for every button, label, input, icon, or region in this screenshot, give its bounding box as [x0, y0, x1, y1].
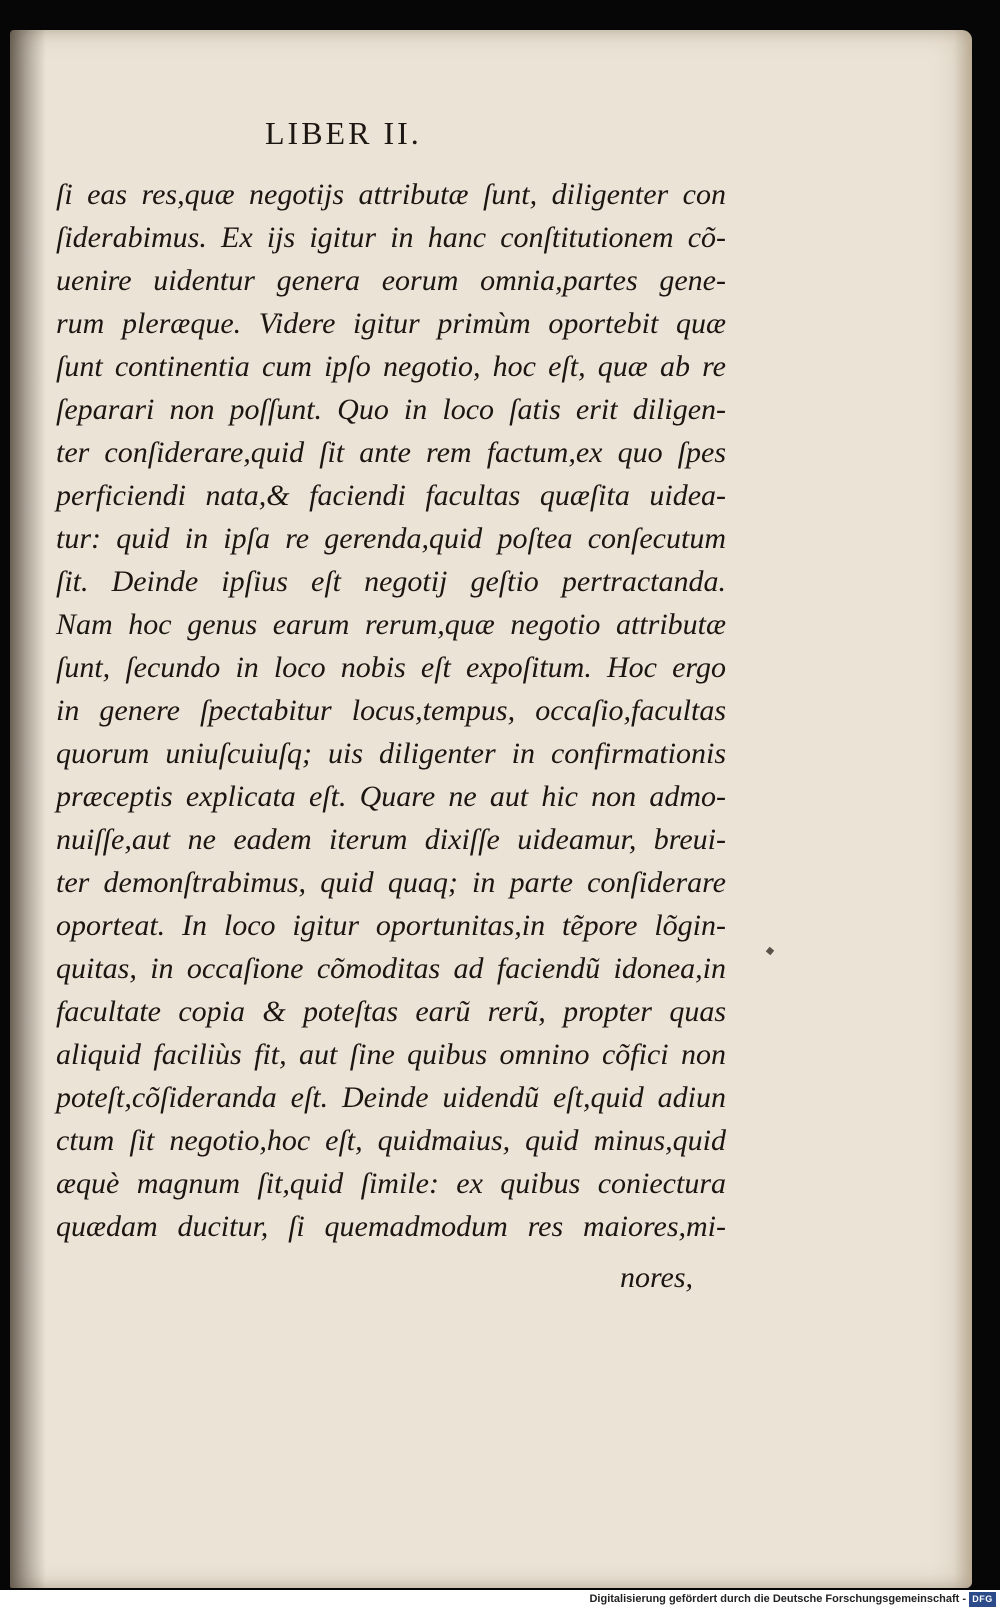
text-line: ter demonſtrabimus, quid quaq; in parte conſiderare	[56, 866, 726, 899]
text-line: nuiſſe,aut ne eadem iterum dixiſſe uideamur, breui-	[56, 823, 726, 856]
text-line: ſiderabimus. Ex ijs igitur in hanc conſtitutionem cõ-	[56, 221, 726, 254]
running-head: LIBER II.	[265, 115, 422, 151]
text-line: quædam ducitur, ſi quemadmodum res maiores,mi-	[56, 1210, 726, 1243]
body-text	[56, 173, 726, 1248]
paper-speck	[766, 947, 774, 955]
funding-credit: Digitalisierung gefördert durch die Deutsche Forschungsgemeinschaft -	[589, 1593, 966, 1605]
text-line: facultate copia & poteſtas earũ rerũ, propter quas	[56, 995, 726, 1028]
book-page	[10, 30, 972, 1588]
text-line: ſunt continentia cum ipſo negotio, hoc eſt, quæ ab re	[56, 350, 726, 383]
text-line: ſeparari non poſſunt. Quo in loco ſatis erit diligen-	[56, 393, 726, 426]
text-line: poteſt,cõſideranda eſt. Deinde uidendũ eſt,quid adiun	[56, 1081, 726, 1114]
text-line: oporteat. In loco igitur oportunitas,in tẽpore lõgin-	[56, 909, 726, 942]
text-line: æquè magnum ſit,quid ſimile: ex quibus coniectura	[56, 1167, 726, 1200]
gutter-shadow	[10, 30, 46, 1588]
text-line: perficiendi nata,& faciendi facultas quæſita uidea-	[56, 479, 726, 512]
text-line: rum pleræque. Videre igitur primùm oportebit quæ	[56, 307, 726, 340]
text-line: aliquid faciliùs fit, aut ſine quibus omnino cõfici non	[56, 1038, 726, 1071]
text-line: uenire uidentur genera eorum omnia,partes gene-	[56, 264, 726, 297]
text-line: ter conſiderare,quid ſit ante rem factum,ex quo ſpes	[56, 436, 726, 469]
text-line: Nam hoc genus earum rerum,quæ negotio attributæ	[56, 608, 726, 641]
text-line: quitas, in occaſione cõmoditas ad faciendũ idonea,in	[56, 952, 726, 985]
text-line: in genere ſpectabitur locus,tempus, occaſio,facultas	[56, 694, 726, 727]
text-line: ſi eas res,quæ negotijs attributæ ſunt, diligenter con	[56, 178, 726, 211]
footer-bar	[0, 1590, 1000, 1611]
text-line: præceptis explicata eſt. Quare ne aut hic non admo-	[56, 780, 726, 813]
text-line: ctum ſit negotio,hoc eſt, quidmaius, quid minus,quid	[56, 1124, 726, 1157]
text-line: ſunt, ſecundo in loco nobis eſt expoſitum. Hoc ergo	[56, 651, 726, 684]
text-line: tur: quid in ipſa re gerenda,quid poſtea conſecutum	[56, 522, 726, 555]
dfg-logo-icon: DFG	[969, 1592, 996, 1607]
catchword: nores,	[620, 1261, 694, 1294]
text-line: ſit. Deinde ipſius eſt negotij geſtio pertractanda.	[56, 565, 726, 598]
page-edge	[954, 30, 972, 1588]
text-line: quorum uniuſcuiuſq; uis diligenter in confirmationis	[56, 737, 726, 770]
